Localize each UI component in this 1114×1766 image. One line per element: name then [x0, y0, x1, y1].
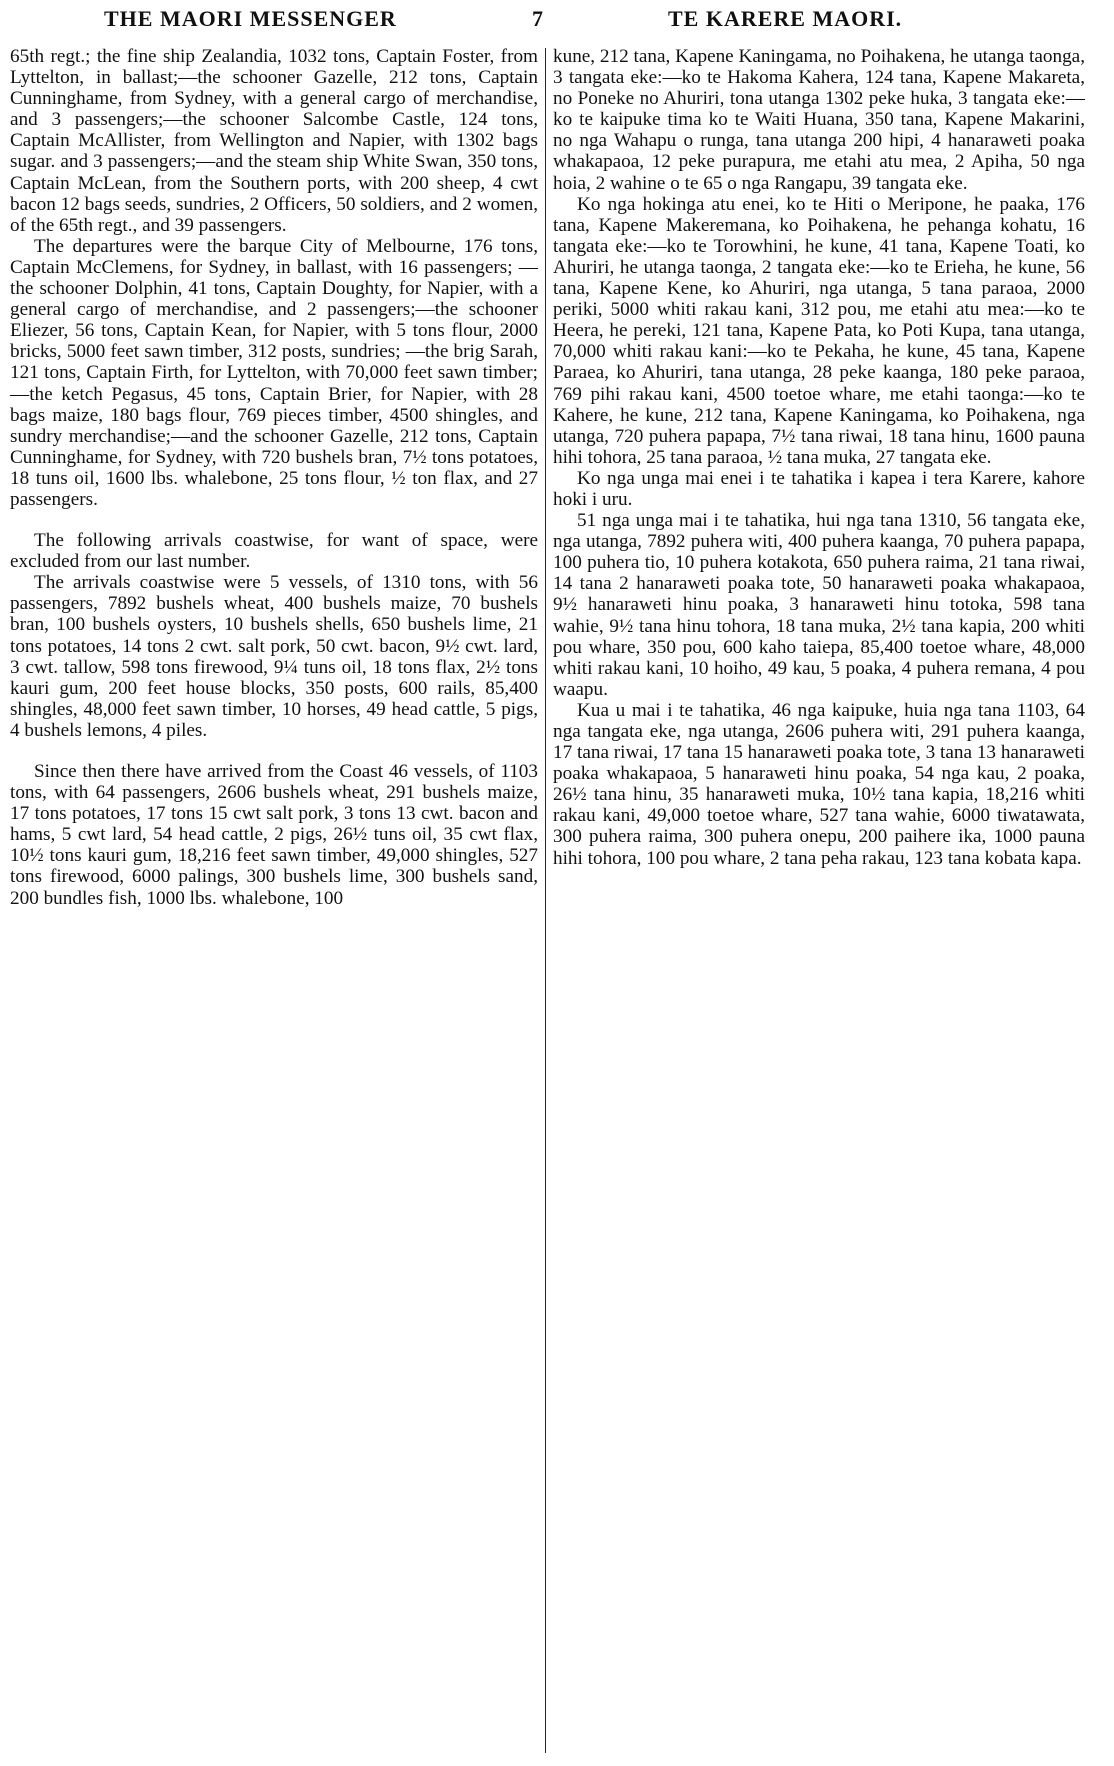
paragraph-arrivals-continued: 65th regt.; the fine ship Zealandia, 1032 tons, Captain Foster, from Lyttelton, in ballast;—the schooner Gazelle, 212 tons, Captain Cunninghame, from Sydney, with a general cargo of merchandise, and 3 passengers;—the schooner Salcombe Castle, 124 tons, Captain McAllister, from Wellington and Napier, with 1302 bags sugar. and 3 passengers;—and the steam ship White Swan, 350 tons, Captain McLean, from the Southern ports, with 200 sheep, 4 cwt bacon 12 bags seeds, sundries, 2 Officers, 50 soldiers, and 2 women, of the 65th regt., and 39 passengers.	[10, 46, 538, 236]
paragraph-kua-u-mai: Kua u mai i te tahatika, 46 nga kaipuke, huia nga tana 1103, 64 nga tangata eke, nga utanga, 2606 puhera witi, 291 puhera kaanga, 17 tana riwai, 17 tana 15 hanaraweti poaka tote, 3 tana 13 hanaraweti poaka whakapaoa, 5 hanaraweti hinu poaka, 54 nga kau, 2 poaka, 26½ tana hinu, 35 hanaraweti muka, 10½ tana kapia, 18,216 whiti rakau kani, 49,000 toetoe whare, 527 tana wahie, 6000 tiwatawata, 300 puhera raima, 300 puhera onepu, 200 paihere ika, 1000 pauna hihi tohora, 100 pou whare, 2 tana peha rakau, 123 tana kobata kapa.	[553, 699, 1085, 869]
paragraph-tahatika-unga: 51 nga unga mai i te tahatika, hui nga tana 1310, 56 tangata eke, nga utanga, 7892 puhera witi, 400 puhera kaanga, 70 puhera papapa, 100 puhera tio, 10 puhera kotakota, 650 puhera raima, 21 tana riwai, 14 tana 2 hanaraweti poaka tote, 50 hanaraweti poaka whakapaoa, 9½ hanaraweti hinu poaka, 3 hanaraweti hinu totoka, 598 tana wahie, 9½ tana hinu tohora, 18 tana muka, 2½ tana kapia, 200 whiti pou whare, 350 pou, 600 kaho taiepa, 85,400 toetoe whare, 48,000 whiti rakau kani, 10 hoiho, 49 kau, 5 poaka, 4 puhera remana, 4 pou waapu.	[553, 510, 1085, 700]
column-divider	[545, 48, 546, 1753]
header-english-title: THE MAORI MESSENGER	[104, 6, 397, 31]
page-header	[0, 6, 1114, 40]
paragraph-departures: The departures were the barque City of Melbourne, 176 tons, Captain McClemens, for Sydney, in ballast, with 16 passengers; —the schooner Dolphin, 41 tons, Captain Doughty, for Napier, with a general cargo of merchandise, and 2 passengers;—the schooner Eliezer, 56 tons, Captain Kean, for Napier, with 5 tons flour, 2000 bricks, 5000 feet sawn timber, 312 posts, sundries; —the brig Sarah, 121 tons, Captain Firth, for Lyttelton, with 70,000 feet sawn timber; —the ketch Pegasus, 45 tons, Captain Brier, for Napier, with 28 bags maize, 180 bags flour, 769 pieces timber, 4500 shingles, and sundry merchandise;—and the schooner Gazelle, 212 tons, Captain Cunninghame, for Sydney, with 720 bushels bran, 7½ tons potatoes, 18 tuns oil, 1600 lbs. whalebone, 25 tons flour, ½ ton flax, and 27 passengers.	[10, 235, 538, 510]
paragraph-since-then: Since then there have arrived from the Coast 46 vessels, of 1103 tons, with 64 passengers, 2606 bushels wheat, 291 bushels maize, 17 tons potatoes, 17 tons 15 cwt salt pork, 3 tons 13 cwt. bacon and hams, 5 cwt lard, 54 head cattle, 2 pigs, 26½ tuns oil, 35 cwt flax, 10½ tons kauri gum, 18,216 feet sawn timber, 49,000 shingles, 527 tons firewood, 6000 palings, 300 bushels lime, 300 bushels sand, 200 bundles fish, 1000 lbs. whalebone, 100	[10, 761, 538, 909]
paragraph-coastwise-note: The following arrivals coastwise, for want of space, were excluded from our last number.	[10, 530, 538, 573]
page-number: 7	[532, 6, 543, 31]
header-maori-title: TE KARERE MAORI.	[668, 6, 903, 31]
paragraph-kapea-note: Ko nga unga mai enei i te tahatika i kapea i tera Karere, kahore hoki i uru.	[553, 467, 1085, 510]
paragraph-hokinga: Ko nga hokinga atu enei, ko te Hiti o Meripone, he paaka, 176 tana, Kapene Makeremana, ko Poihakena, he pehanga kohatu, 16 tangata eke:—ko te Torowhini, he kune, 41 tana, Kapene Toati, ko Ahuriri, he utanga taonga, 2 tangata eke:—ko te Erieha, he kune, 56 tana, Kapene Kene, ko Ahuriri, nga utanga, 5 tana paraoa, 2000 periki, 5000 whiti rakau kani, 312 pou, me etahi atu mea:—ko te Heera, he pereki, 121 tana, Kapene Pata, ko Poti Kupa, tana utanga, 70,000 whiti rakau kani:—ko te Pekaha, he kune, 45 tana, Kapene Paraea, ko Ahuriri, tana utanga, 28 peke kaanga, 180 peke paraoa, 769 pihi rakau kani, 4500 toetoe whare, me etahi taonga:—ko te Kahere, he kune, 212 tana, Kapene Kaningama, ko Poihakena, nga utanga, 720 puhera papapa, 7½ tana riwai, 18 tana hinu, 1600 pauna hihi tohora, 25 tana paraoa, ½ tana muka, 27 tangata eke.	[553, 193, 1085, 468]
maori-column	[553, 46, 1085, 869]
english-column	[10, 46, 538, 909]
paragraph-unga-continued: kune, 212 tana, Kapene Kaningama, no Poihakena, he utanga taonga, 3 tangata eke:—ko te Hakoma Kahera, 124 tana, Kapene Makareta, no Poneke no Ahuriri, tona utanga 1302 peke huka, 3 tangata eke:—ko te kaipuke tima ko te Waiti Huana, 350 tana, Kapene Makarini, no nga Wahapu o runga, tana utanga 200 hipi, 4 hanaraweti poaka whakapaoa, 12 peke purapura, me etahi atu mea, 2 Apiha, 50 nga hoia, 2 wahine o te 65 o nga Rangapu, 39 tangata eke.	[553, 46, 1085, 194]
paragraph-coastwise-arrivals: The arrivals coastwise were 5 vessels, of 1310 tons, with 56 passengers, 7892 bushels wheat, 400 bushels maize, 70 bushels bran, 100 bushels oysters, 10 bushels shells, 650 bushels lime, 21 tons potatoes, 14 tons 2 cwt. salt pork, 50 cwt. bacon, 9½ cwt. lard, 3 cwt. tallow, 598 tons firewood, 9¼ tuns oil, 18 tons flax, 2½ tons kauri gum, 200 feet house blocks, 350 posts, 600 rails, 85,400 shingles, 48,000 feet sawn timber, 10 horses, 49 head cattle, 5 pigs, 4 bushels lemons, 4 piles.	[10, 572, 538, 741]
